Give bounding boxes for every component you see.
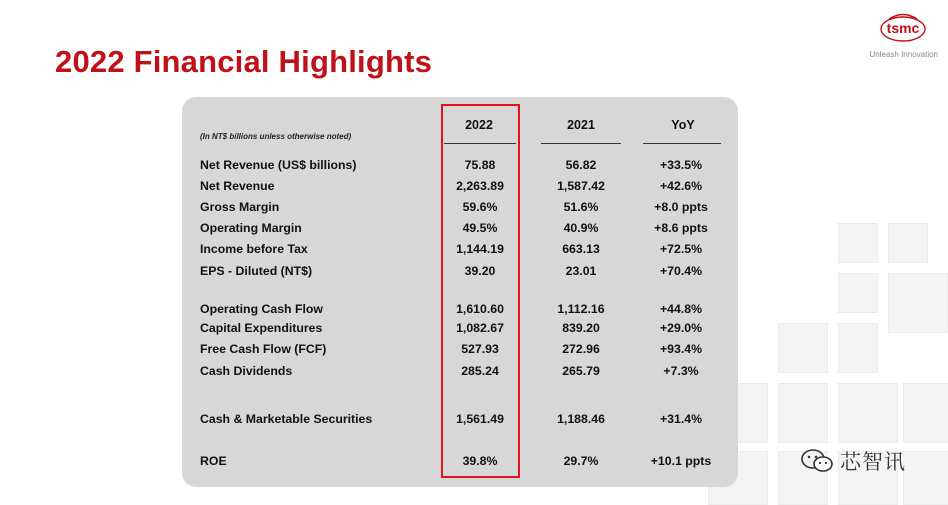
value-2021: 1,587.42	[557, 179, 605, 193]
value-yoy: +8.0 ppts	[654, 200, 708, 214]
column-header-2022: 2022	[465, 118, 493, 132]
row-label: EPS - Diluted (NT$)	[200, 264, 313, 278]
value-2022: 1,144.19	[456, 242, 504, 256]
value-2021: 265.79	[562, 364, 600, 378]
tsmc-logo-icon	[878, 10, 928, 44]
value-yoy: +31.4%	[659, 412, 703, 426]
value-2022: 1,610.60	[456, 302, 504, 316]
units-note: (In NT$ billions unless otherwise noted)	[200, 132, 352, 141]
value-2021: 1,188.46	[557, 412, 605, 426]
value-yoy: +42.6%	[659, 179, 703, 193]
value-yoy: +29.0%	[659, 321, 703, 335]
value-yoy: +72.5%	[659, 242, 703, 256]
value-2021: 663.13	[562, 242, 600, 256]
value-2021: 23.01	[565, 264, 597, 278]
page-title: 2022 Financial Highlights	[55, 44, 433, 79]
row-label: Operating Margin	[200, 221, 302, 235]
header-underline-yoy	[643, 143, 721, 144]
value-2021: 29.7%	[563, 454, 599, 468]
value-2021: 1,112.16	[557, 302, 605, 316]
value-2022: 39.8%	[462, 454, 498, 468]
value-yoy: +8.6 ppts	[654, 221, 708, 235]
value-2021: 272.96	[562, 342, 600, 356]
value-2021: 56.82	[565, 158, 597, 172]
column-header-2021: 2021	[567, 118, 595, 132]
value-yoy: +10.1 ppts	[650, 454, 712, 468]
value-yoy: +44.8%	[659, 302, 703, 316]
value-yoy: +70.4%	[659, 264, 703, 278]
value-2021: 40.9%	[563, 221, 599, 235]
value-yoy: +33.5%	[659, 158, 703, 172]
value-2022: 49.5%	[462, 221, 498, 235]
value-2021: 51.6%	[563, 200, 599, 214]
header-underline-2021	[541, 143, 621, 144]
value-2022: 2,263.89	[456, 179, 504, 193]
value-2021: 839.20	[562, 321, 600, 335]
row-label: Net Revenue (US$ billions)	[200, 158, 357, 172]
row-label: ROE	[200, 454, 227, 468]
column-header-yoy: YoY	[671, 118, 695, 132]
value-yoy: +93.4%	[659, 342, 703, 356]
value-2022: 1,082.67	[456, 321, 504, 335]
value-2022: 1,561.49	[456, 412, 504, 426]
row-label: Cash & Marketable Securities	[200, 412, 373, 426]
logo-text: tsmc	[886, 20, 920, 36]
value-yoy: +7.3%	[663, 364, 699, 378]
row-label: Free Cash Flow (FCF)	[200, 342, 327, 356]
value-2022: 75.88	[464, 158, 496, 172]
tagline: Unleash Innovation	[869, 50, 938, 59]
value-2022: 285.24	[461, 364, 499, 378]
row-label: Gross Margin	[200, 200, 280, 214]
tsmc-logo	[848, 10, 938, 60]
row-label: Operating Cash Flow	[200, 302, 323, 316]
watermark	[800, 446, 906, 476]
row-label: Capital Expenditures	[200, 321, 323, 335]
row-label: Income before Tax	[200, 242, 308, 256]
wechat-icon	[800, 448, 834, 474]
value-2022: 39.20	[464, 264, 496, 278]
row-label: Net Revenue	[200, 179, 275, 193]
highlight-2022-box	[441, 104, 520, 478]
row-label: Cash Dividends	[200, 364, 293, 378]
value-2022: 527.93	[461, 342, 499, 356]
value-2022: 59.6%	[462, 200, 498, 214]
watermark-text: 芯智讯	[840, 450, 906, 474]
